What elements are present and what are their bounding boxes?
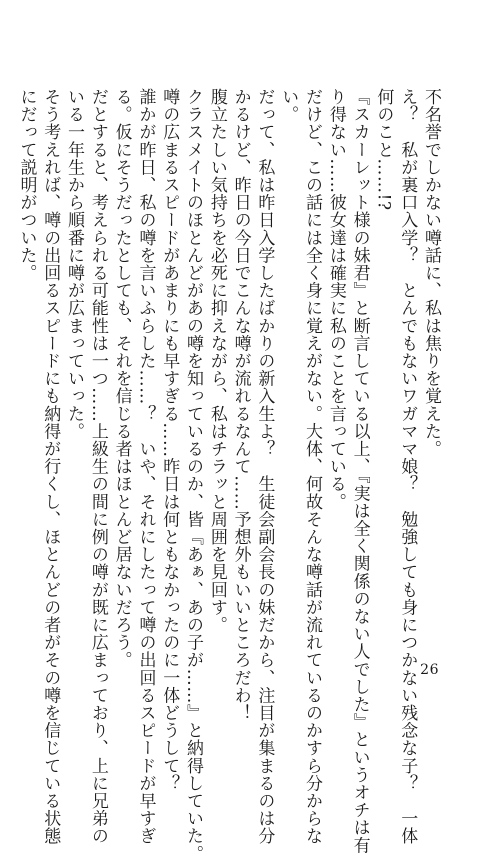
text-line: 腹立たしい気持ちを必死に抑えながら、私はチラッと周囲を見回す。 (206, 88, 227, 634)
text-line: え？ 私が裏口入学？ とんでもないワガママ娘？ 勉強しても身につかない残念な子？ 一体 (397, 88, 418, 845)
text-line: だとすると、考えられる可能性は一つ……上級生の間に例の噂が既に広まっており、上に兄弟の (87, 88, 108, 845)
text-line: 噂の広まるスピードがあまりにも早すぎる……昨日は何ともなかったのに一体どうして？ (159, 88, 180, 792)
text-line: だけど、この話には全く身に覚えがない。大体、何故そんな噂話が流れているのかすら分からな (302, 88, 323, 845)
text-line: る。仮にそうだったとしても、それを信じる者はほとんど居ないだろう。 (111, 88, 132, 669)
text-line: り得ない……彼女達は確実に私のことを言っている。 (325, 88, 346, 511)
page-number: 26 (420, 662, 439, 678)
text-line: そう考えれば、噂の出回るスピードにも納得が行くし、ほとんどの者がその噂を信じている状態 (40, 88, 61, 845)
text-line: 不名誉でしかない噂話に、私は焦りを覚えた。 (421, 88, 441, 458)
text-line: クラスメイトのほとんどがあの噂を知っているのか、皆『あぁ、あの子が……』と納得していた。 (183, 88, 204, 862)
text-line: だって、私は昨日入学したばかりの新入生よ？ 生徒会副会長の妹だから、注目が集まるのは分 (254, 88, 275, 845)
text-line: にだって説明がついた。 (16, 88, 37, 282)
text-line: 『スカーレット様の妹君』と断言している以上、『実は全く関係のない人でした』というオチは有 (349, 88, 370, 854)
text-line: かるけど、昨日の今日でこんな噂が流れるなんて……予想外もいいところだわ！ (230, 88, 251, 722)
text-line: 誰かが昨日、私の噂を言いふらした……？ いや、それにしたって噂の出回るスピードが早すぎ (135, 88, 156, 845)
text-line: い。 (278, 88, 299, 124)
text-line: 何のこと……!? (373, 88, 394, 211)
text-line: いる一年生から順番に噂が広まっていった。 (64, 88, 85, 440)
